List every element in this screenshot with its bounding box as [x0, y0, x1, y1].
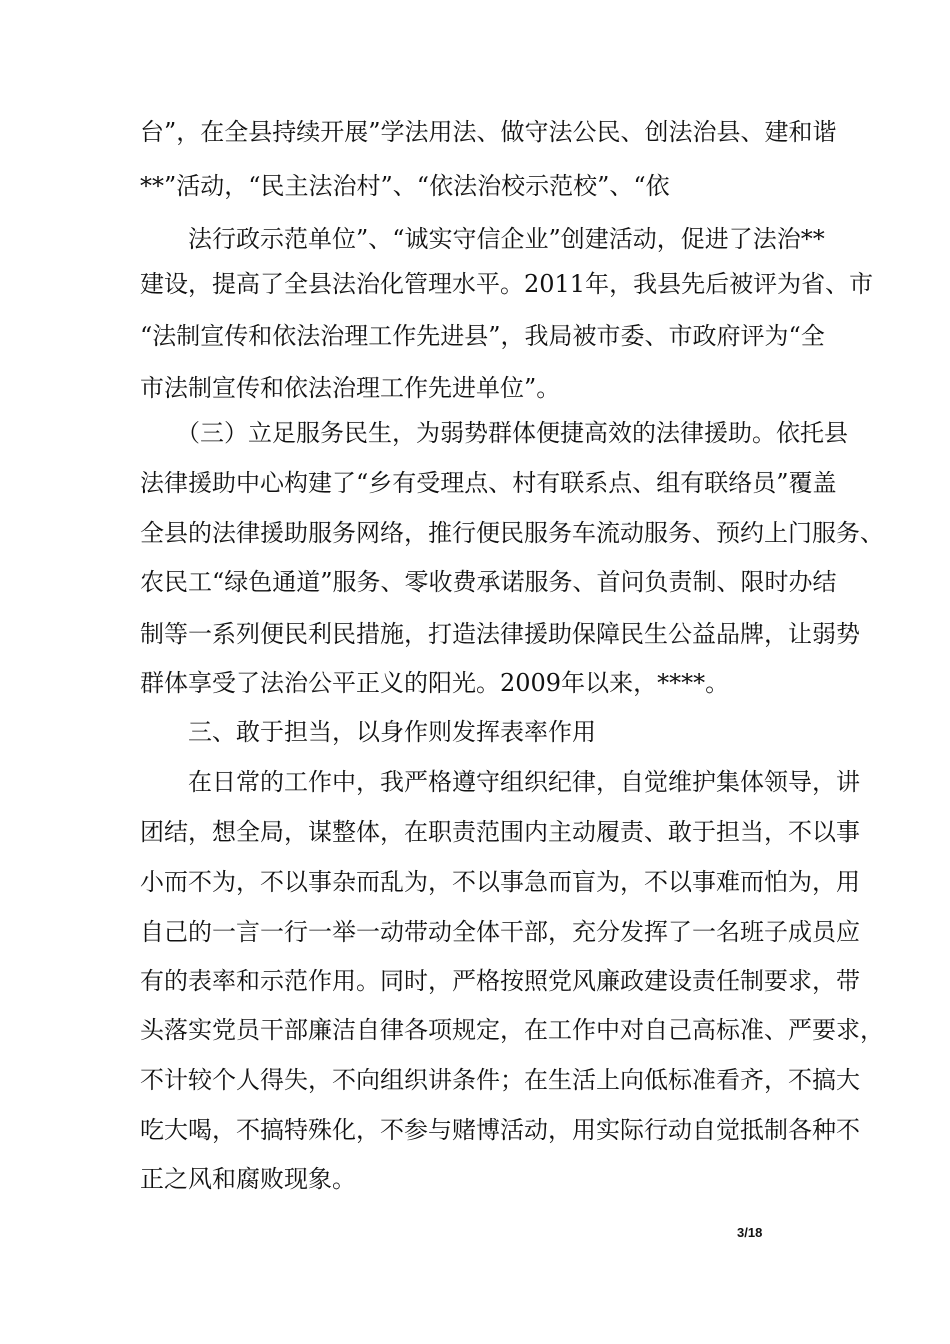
text-line: 自己的一言一行一举一动带动全体干部，充分发挥了一名班子成员应	[140, 918, 860, 946]
text-line: 小而不为，不以事杂而乱为，不以事急而盲为，不以事难而怕为，用	[140, 868, 860, 896]
text-line: （三）立足服务民生，为弱势群体便捷高效的法律援助。依托县	[140, 419, 848, 447]
text-line: 全县的法律援助服务网络，推行便民服务车流动服务、预约上门服务、	[140, 519, 884, 547]
section-heading: 三、敢于担当，以身作则发挥表率作用	[140, 718, 596, 746]
text-line: 在日常的工作中，我严格遵守组织纪律，自觉维护集体领导，讲	[140, 768, 860, 796]
text-line: “法制宣传和依法治理工作先进县”，我局被市委、市政府评为“全	[140, 322, 825, 350]
text-line: 制等一系列便民利民措施，打造法律援助保障民生公益品牌，让弱势	[140, 620, 860, 648]
text-line: 正之风和腐败现象。	[140, 1165, 356, 1193]
text-line: 不计较个人得失，不向组织讲条件；在生活上向低标准看齐，不搞大	[140, 1066, 860, 1094]
text-line: 吃大喝，不搞特殊化，不参与赌博活动，用实际行动自觉抵制各种不	[140, 1116, 860, 1144]
text-line: **”活动，“民主法治村”、“依法治校示范校”、“依	[140, 172, 670, 200]
text-line: 法行政示范单位”、“诚实守信企业”创建活动，促进了法治**	[140, 225, 825, 253]
text-line: 群体享受了法治公平正义的阳光。2009年以来，****。	[140, 669, 730, 697]
text-line: 台”，在全县持续开展”学法用法、做守法公民、创法治县、建和谐	[140, 118, 837, 146]
text-line: 法律援助中心构建了“乡有受理点、村有联系点、组有联络员”覆盖	[140, 469, 837, 497]
page-number: 3/18	[737, 1225, 763, 1240]
text-line: 有的表率和示范作用。同时，严格按照党风廉政建设责任制要求，带	[140, 967, 860, 995]
text-line: 建设，提高了全县法治化管理水平。2011年，我县先后被评为省、市	[140, 270, 874, 298]
text-line: 团结，想全局，谋整体，在职责范围内主动履责、敢于担当，不以事	[140, 818, 860, 846]
text-line: 头落实党员干部廉洁自律各项规定，在工作中对自己高标准、严要求，	[140, 1016, 884, 1044]
text-line: 农民工“绿色通道”服务、零收费承诺服务、首问负责制、限时办结	[140, 568, 837, 596]
text-line: 市法制宣传和依法治理工作先进单位”。	[140, 374, 561, 402]
